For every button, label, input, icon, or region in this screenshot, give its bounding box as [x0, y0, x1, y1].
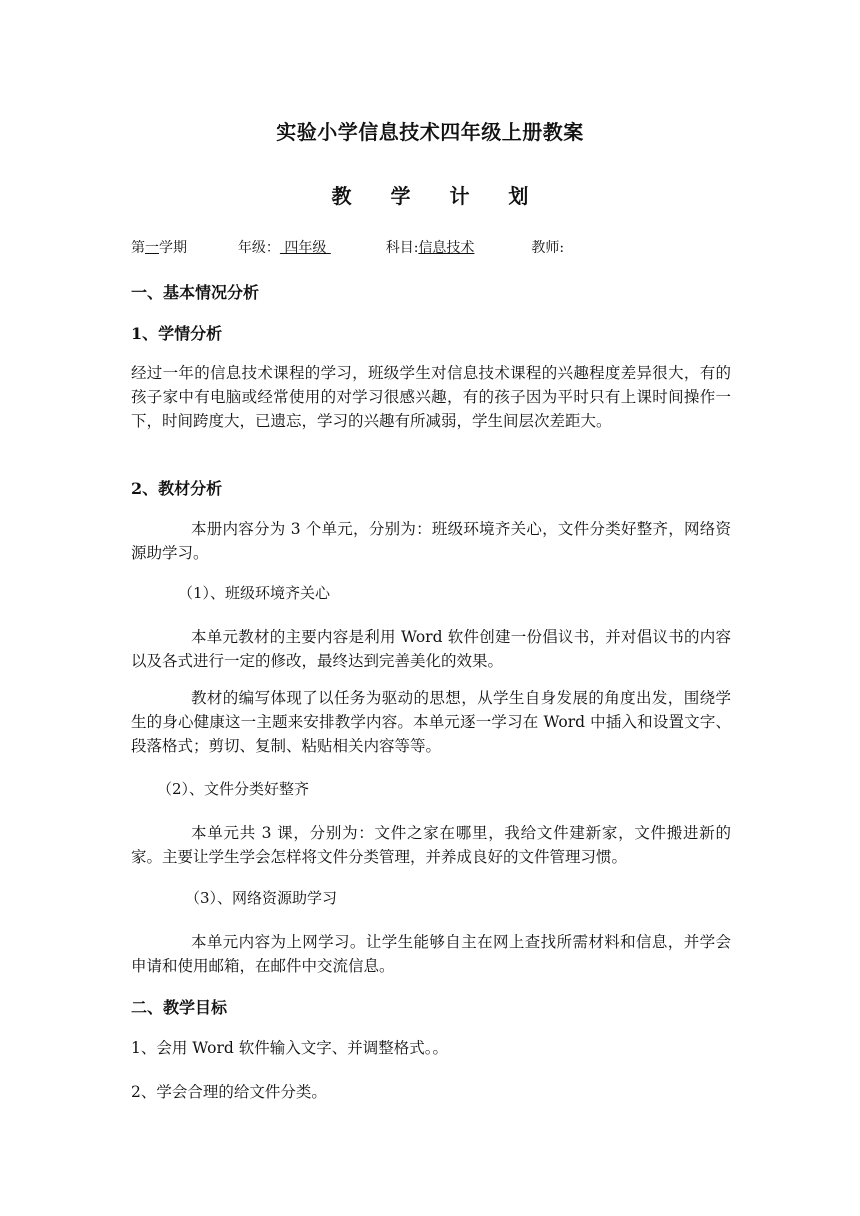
subject-value: 信息技术	[418, 240, 475, 256]
paragraph: 本单元共 3 课，分别为：文件之家在哪里，我给文件建新家，文件搬进新的家。主要让学生学会怎样将文件分类管理，并养成良好的文件管理习惯。	[131, 824, 731, 866]
unit-heading: （2）、文件分类好整齐	[157, 780, 310, 798]
paragraph: 教材的编写体现了以任务为驱动的思想，从学生自身发展的角度出发，围绕学生的身心健康这一主题来安排教学内容。本单元逐一学习在 Word 中插入和设置文字、段落格式；剪切、复制、粘贴相关内容等等。	[131, 689, 731, 755]
section-heading: 二、教学目标	[131, 998, 228, 1017]
subsection-heading: 1、学情分析	[131, 324, 223, 343]
subject-label: 科目:	[385, 240, 419, 256]
goal-item: 2、学会合理的给文件分类。	[131, 1083, 327, 1101]
term-suffix: 学期	[159, 240, 187, 256]
subsection-heading: 2、教材分析	[131, 479, 223, 498]
unit-heading: （1）、班级环境齐关心	[178, 584, 331, 602]
paragraph: 本单元内容为上网学习。让学生能够自主在网上查找所需材料和信息，并学会申请和使用邮箱，在邮件中交流信息。	[131, 933, 731, 975]
teacher-label: 教师:	[531, 240, 565, 256]
document-title: 实验小学信息技术四年级上册教案	[276, 120, 584, 144]
document-subtitle: 教 学 计 划	[331, 184, 545, 208]
section-heading: 一、基本情况分析	[131, 283, 260, 302]
meta-line	[131, 237, 564, 257]
grade-label: 年级：	[237, 240, 280, 256]
goal-item: 1、会用 Word 软件输入文字、并调整格式。。	[131, 1039, 449, 1057]
paragraph: 本单元教材的主要内容是利用 Word 软件创建一份倡议书，并对倡议书的内容以及各式进行一定的修改，最终达到完善美化的效果。	[131, 628, 731, 670]
term-prefix: 第	[131, 240, 145, 256]
grade-value: 四年级	[279, 240, 331, 256]
term-number: 一	[145, 240, 159, 256]
paragraph: 经过一年的信息技术课程的学习，班级学生对信息技术课程的兴趣程度差异很大，有的孩子家中有电脑或经常使用的对学习很感兴趣，有的孩子因为平时只有上课时间操作一下，时间跨度大，已遗忘，学习的兴趣有所减弱，学生间层次差距大。	[131, 364, 731, 430]
unit-heading: （3）、网络资源助学习	[185, 889, 338, 907]
paragraph: 本册内容分为 3 个单元，分别为：班级环境齐关心，文件分类好整齐，网络资源助学习。	[131, 520, 731, 562]
